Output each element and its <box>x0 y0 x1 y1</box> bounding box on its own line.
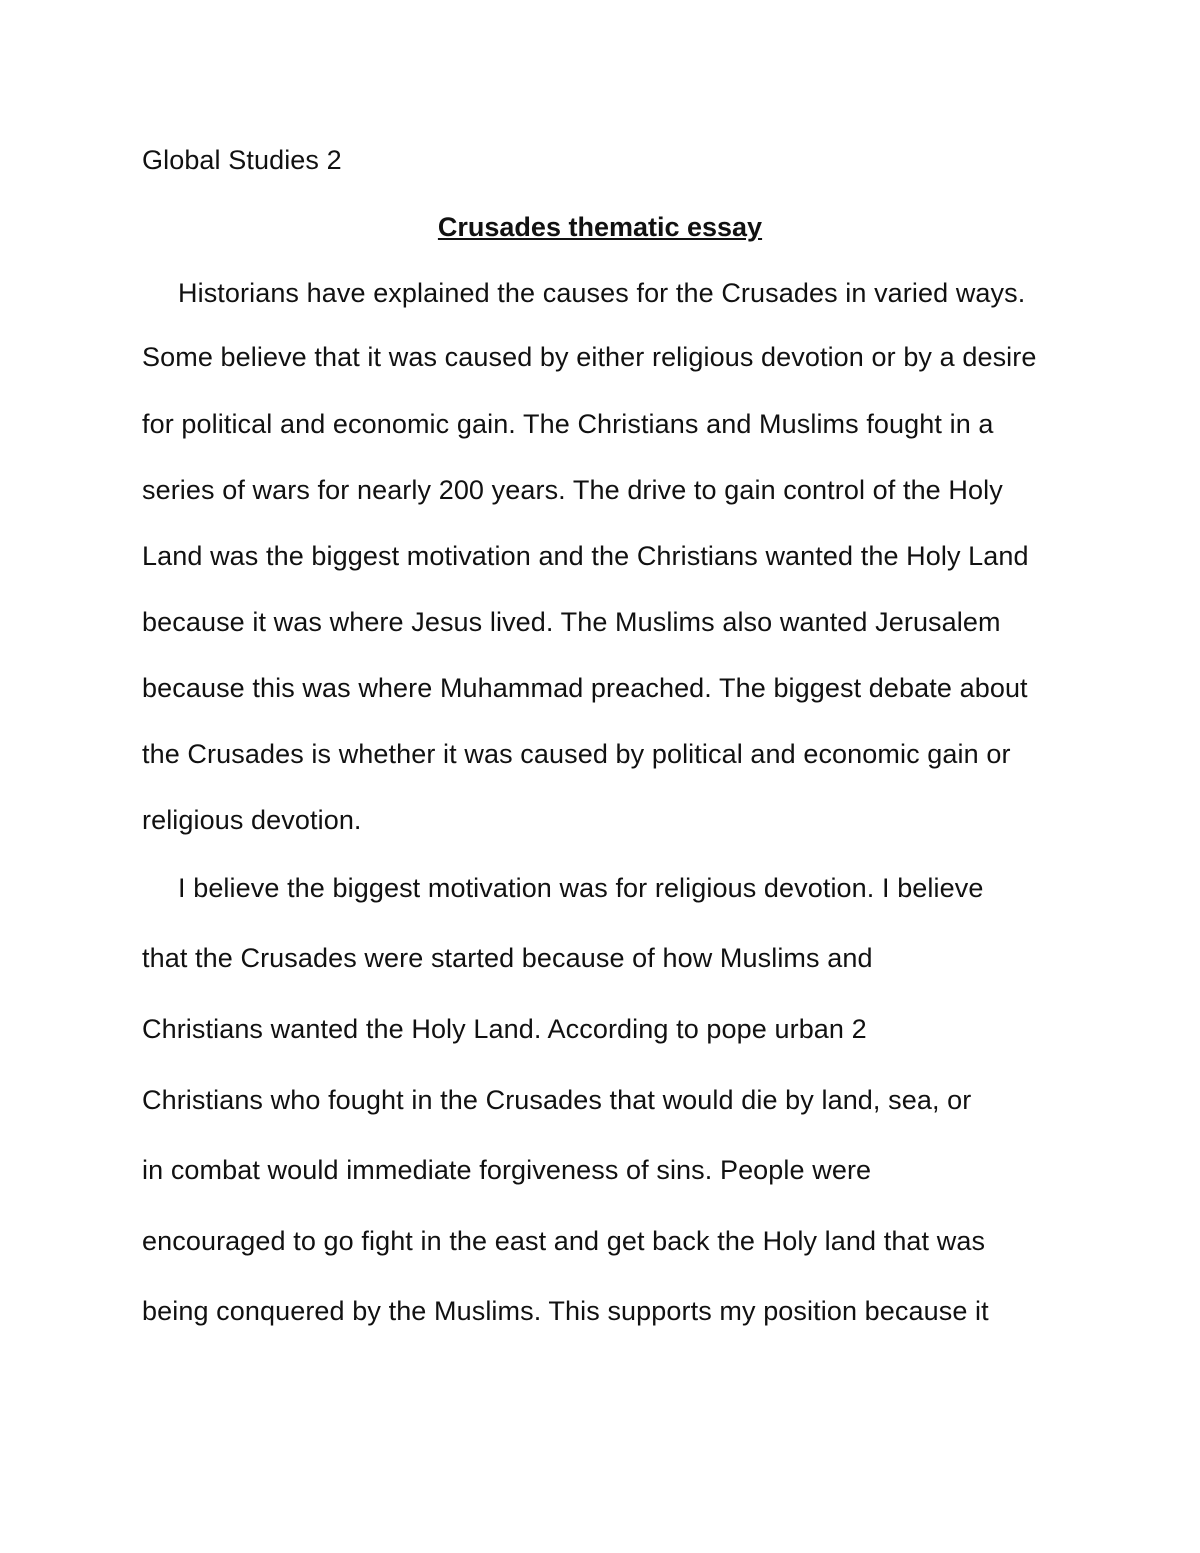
paragraph-line: series of wars for nearly 200 years. The drive to gain control of the Holy <box>142 475 1003 505</box>
paragraph-line: being conquered by the Muslims. This supports my position because it <box>142 1296 989 1326</box>
paragraph-line: religious devotion. <box>142 805 362 835</box>
paragraph-line: Some believe that it was caused by either religious devotion or by a desire <box>142 342 1037 372</box>
essay-title: Crusades thematic essay <box>437 212 763 242</box>
paragraph-line: Historians have explained the causes for the Crusades in varied ways. <box>178 278 1026 308</box>
paragraph-line: that the Crusades were started because of how Muslims and <box>142 943 873 973</box>
paragraph-line: because it was where Jesus lived. The Muslims also wanted Jerusalem <box>142 607 1001 637</box>
paragraph-line: in combat would immediate forgiveness of sins. People were <box>142 1155 872 1185</box>
course-heading: Global Studies 2 <box>142 145 342 175</box>
paragraph-line: because this was where Muhammad preached. The biggest debate about <box>142 673 1028 703</box>
paragraph-line: I believe the biggest motivation was for religious devotion. I believe <box>178 873 984 903</box>
paragraph-line: for political and economic gain. The Christians and Muslims fought in a <box>142 409 994 439</box>
paragraph-line: Land was the biggest motivation and the Christians wanted the Holy Land <box>142 541 1029 571</box>
paragraph-line: encouraged to go fight in the east and get back the Holy land that was <box>142 1226 986 1256</box>
paragraph-line: the Crusades is whether it was caused by political and economic gain or <box>142 739 1011 769</box>
paragraph-line: Christians wanted the Holy Land. According to pope urban 2 <box>142 1014 867 1044</box>
paragraph-line: Christians who fought in the Crusades that would die by land, sea, or <box>142 1085 972 1115</box>
